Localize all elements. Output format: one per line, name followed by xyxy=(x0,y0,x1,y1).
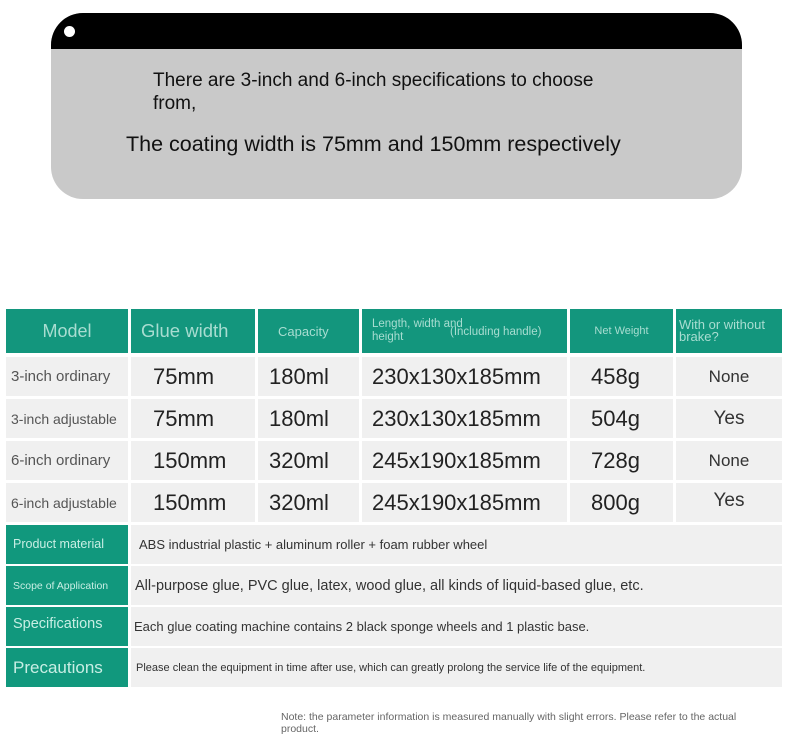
header-capacity: Capacity xyxy=(258,309,359,353)
row-1-model: 3-inch ordinary xyxy=(6,357,128,396)
header-brake: With or without brake? xyxy=(676,309,782,353)
row-1-brake: None xyxy=(676,357,782,396)
banner-line-2: The coating width is 75mm and 150mm respectively xyxy=(126,132,621,156)
row-3-brake: None xyxy=(676,441,782,480)
row-4-brake: Yes xyxy=(676,483,782,522)
row-4-model: 6-inch adjustable xyxy=(6,483,128,522)
row-3-size: 245x190x185mm xyxy=(362,441,567,480)
row-1-size: 230x130x185mm xyxy=(362,357,567,396)
header-size-note: (Including handle) xyxy=(450,326,542,338)
header-glue-width: Glue width xyxy=(131,309,255,353)
header-model: Model xyxy=(6,309,128,353)
row-2-glue-width: 75mm xyxy=(131,399,255,438)
header-net-weight: Net Weight xyxy=(570,309,673,353)
footnote: Note: the parameter information is measured manually with slight errors. Please refer to the actual product. xyxy=(281,711,737,735)
row-2-capacity: 180ml xyxy=(258,399,359,438)
header-size-dimensions: Length, width and height xyxy=(372,318,463,343)
detail-value-specifications: Each glue coating machine contains 2 black sponge wheels and 1 plastic base. xyxy=(131,607,782,646)
detail-value-material: ABS industrial plastic + aluminum roller + foam rubber wheel xyxy=(131,525,782,564)
info-banner xyxy=(51,13,742,199)
row-1-net-weight: 458g xyxy=(570,357,673,396)
row-2-size: 230x130x185mm xyxy=(362,399,567,438)
row-3-model: 6-inch ordinary xyxy=(6,441,128,480)
row-1-capacity: 180ml xyxy=(258,357,359,396)
row-1-glue-width: 75mm xyxy=(131,357,255,396)
detail-label-precautions: Precautions xyxy=(6,648,128,687)
banner-line-1: There are 3-inch and 6-inch specifications to choose from, xyxy=(153,70,594,114)
row-3-capacity: 320ml xyxy=(258,441,359,480)
row-3-net-weight: 728g xyxy=(570,441,673,480)
row-2-net-weight: 504g xyxy=(570,399,673,438)
detail-label-scope: Scope of Application xyxy=(6,566,128,605)
row-4-size: 245x190x185mm xyxy=(362,483,567,522)
row-4-net-weight: 800g xyxy=(570,483,673,522)
detail-value-precautions: Please clean the equipment in time after use, which can greatly prolong the service life of the equipment. xyxy=(131,648,782,687)
banner-dot-icon xyxy=(64,26,75,37)
detail-value-scope: All-purpose glue, PVC glue, latex, wood glue, all kinds of liquid-based glue, etc. xyxy=(131,566,782,605)
row-4-capacity: 320ml xyxy=(258,483,359,522)
row-2-brake: Yes xyxy=(676,399,782,438)
banner-title-bar xyxy=(51,13,742,49)
header-size xyxy=(362,309,567,353)
row-3-glue-width: 150mm xyxy=(131,441,255,480)
detail-label-specifications: Specifications xyxy=(6,607,128,646)
row-4-glue-width: 150mm xyxy=(131,483,255,522)
row-2-model: 3-inch adjustable xyxy=(6,399,128,438)
detail-label-material: Product material xyxy=(6,525,128,564)
